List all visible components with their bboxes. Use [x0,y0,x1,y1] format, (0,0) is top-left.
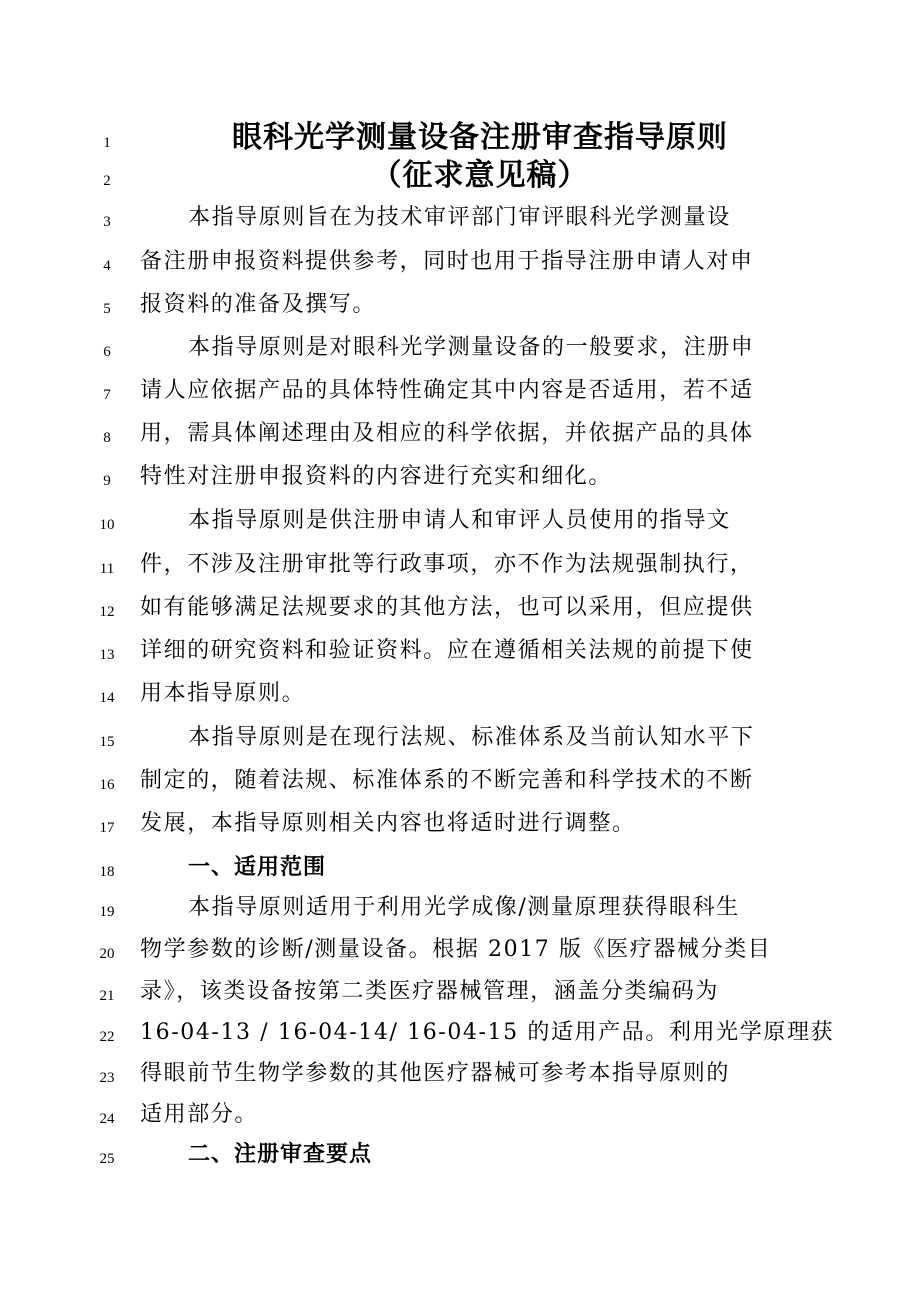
line-number: 20 [99,946,115,962]
line-number: 13 [99,647,115,663]
line-number: 23 [99,1070,115,1086]
line-number: 17 [99,820,115,836]
paragraph-line: 详细的研究资料和验证资料。应在遵循相关法规的前提下使 [140,638,754,663]
line-number: 8 [103,430,111,446]
paragraph-line: 本指导原则是供注册申请人和审评人员使用的指导文 [188,508,731,533]
section-heading-scope: 一、适用范围 [188,855,327,880]
line-number: 3 [103,214,111,230]
line-number: 15 [99,734,115,750]
line-number: 16 [99,777,115,793]
line-number: 25 [99,1151,115,1167]
paragraph-line: 发展，本指导原则相关内容也将适时进行调整。 [140,811,636,836]
line-number: 2 [103,173,111,189]
paragraph-line: 本指导原则适用于利用光学成像/测量原理获得眼科生 [188,895,740,920]
paragraph-line: 请人应依据产品的具体特性确定其中内容是否适用，若不适 [140,378,754,403]
line-number: 12 [99,604,115,620]
paragraph-line: 特性对注册申报资料的内容进行充实和细化。 [140,464,613,489]
paragraph-line: 本指导原则旨在为技术审评部门审评眼科光学测量设 [188,205,731,230]
section-heading-review-points: 二、注册审查要点 [188,1142,373,1167]
paragraph-line: 如有能够满足法规要求的其他方法，也可以采用，但应提供 [140,595,754,620]
paragraph-line: 本指导原则是对眼科光学测量设备的一般要求，注册申 [188,335,755,360]
paragraph-line: 16-04-13 / 16-04-14/ 16-04-15 的适用产品。利用光学原理获 [140,1020,835,1045]
document-title: 眼科光学测量设备注册审查指导原则 [232,120,728,155]
paragraph-line: 适用部分。 [140,1102,259,1127]
line-number: 11 [99,561,115,577]
paragraph-line: 件，不涉及注册审批等行政事项，亦不作为法规强制执行， [140,552,754,577]
paragraph-line: 用本指导原则。 [140,681,306,706]
document-subtitle: （征求意见稿） [371,158,589,193]
line-number: 4 [103,258,111,274]
line-number: 22 [99,1029,115,1045]
line-number: 18 [99,864,115,880]
paragraph-line: 录》，该类设备按第二类医疗器械管理，涵盖分类编码为 [140,979,720,1004]
line-number: 9 [103,473,111,489]
paragraph-line: 得眼前节生物学参数的其他医疗器械可参考本指导原则的 [140,1061,731,1086]
paragraph-line: 物学参数的诊断/测量设备。根据 2017 版《医疗器械分类目 [140,937,772,962]
line-number: 24 [99,1111,115,1127]
line-number: 21 [99,988,115,1004]
paragraph-line: 制定的，随着法规、标准体系的不断完善和科学技术的不断 [140,768,754,793]
paragraph-line: 报资料的准备及撰写。 [140,292,377,317]
line-number: 14 [99,690,115,706]
line-number: 19 [99,904,115,920]
paragraph-line: 本指导原则是在现行法规、标准体系及当前认知水平下 [188,725,755,750]
line-number: 1 [103,135,111,151]
line-number: 7 [103,387,111,403]
paragraph-line: 用，需具体阐述理由及相应的科学依据，并依据产品的具体 [140,421,754,446]
paragraph-line: 备注册申报资料提供参考，同时也用于指导注册申请人对申 [140,249,754,274]
line-number: 5 [103,301,111,317]
line-number: 10 [99,517,115,533]
line-number: 6 [103,344,111,360]
